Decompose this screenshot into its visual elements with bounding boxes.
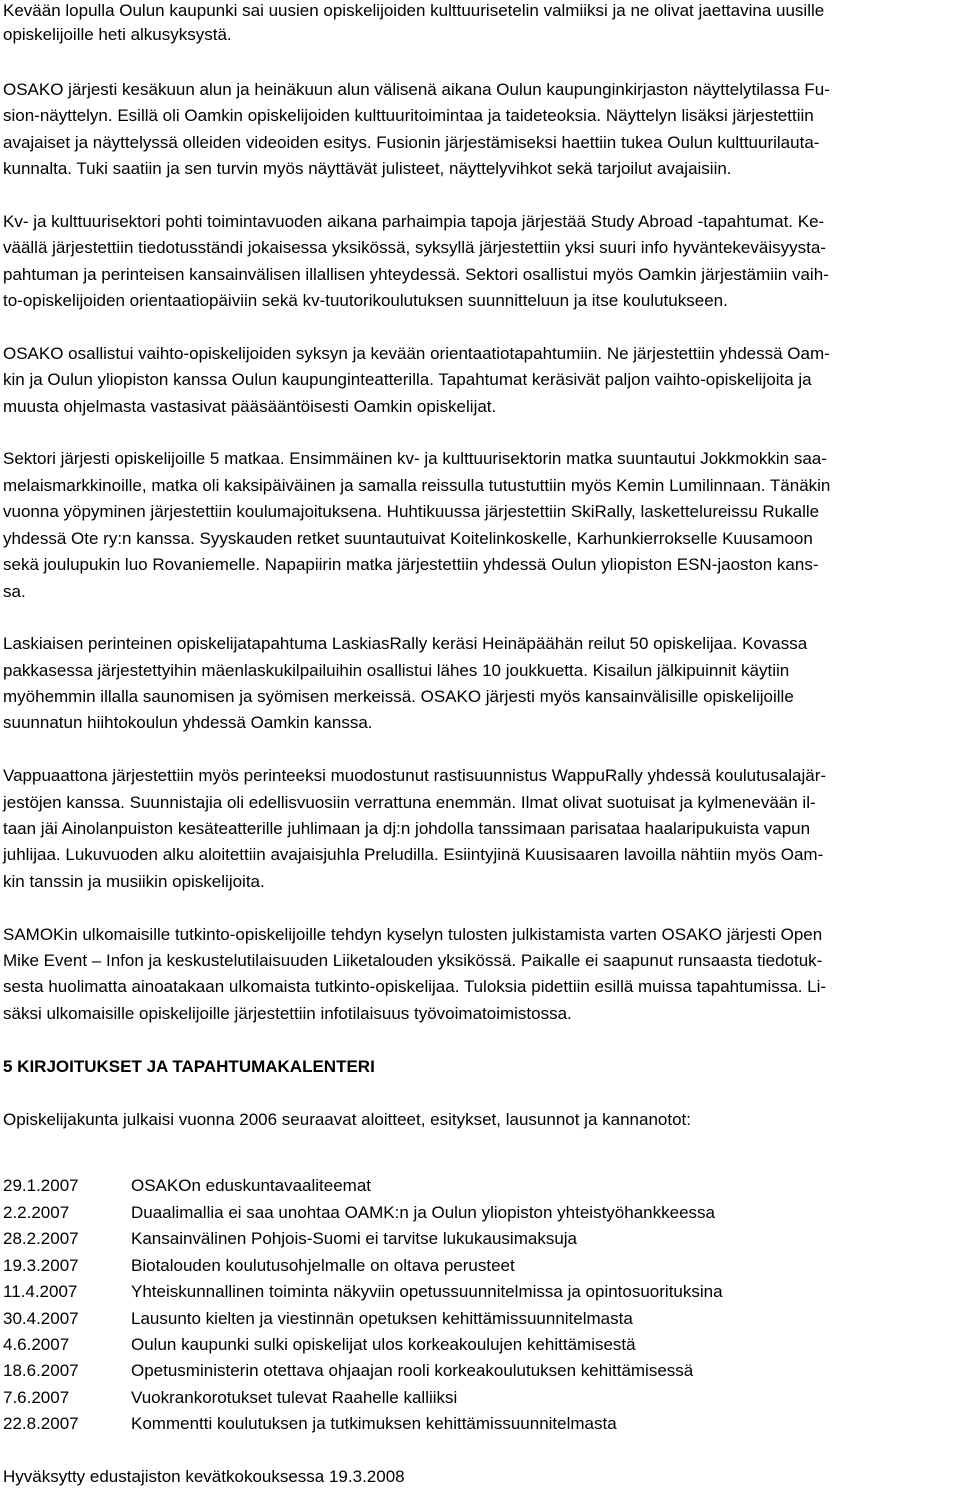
text-line: melaismarkkinoille, matka oli kaksipäiväinen ja samalla reissulla tutustuttiin myös Kemin Lumilinnaan. Tänäkin [3,476,831,495]
text-line: jestöjen kanssa. Suunnistajia oli edellisvuosiin verrattuna enemmän. Ilmat olivat suotuisat ja kylmenevään il- [3,793,816,812]
text-line: Sektori järjesti opiskelijoille 5 matkaa. Ensimmäinen kv- ja kulttuurisektorin matka suuntautui Jokkmokkin saa- [3,449,827,468]
section-heading: 5 KIRJOITUKSET JA TAPAHTUMAKALENTERI [3,1057,375,1076]
item-date: 30.4.2007 [3,1309,79,1328]
text-line: OSAKO osallistui vaihto-opiskelijoiden syksyn ja kevään orientaatiotapahtumiin. Ne järjestettiin yhdessä Oam- [3,344,830,363]
text-line: Mike Event – Infon ja keskustelutilaisuuden Liiketalouden yksikössä. Paikalle ei saapunut runsaasta tiedotuk- [3,951,823,970]
text-line: Laskiaisen perinteinen opiskelijatapahtuma LaskiasRally keräsi Heinäpäähän reilut 50 opiskelijaa. Kovassa [3,634,808,653]
item-title: Oulun kaupunki sulki opiskelijat ulos korkeakoulujen kehittämisestä [131,1335,636,1354]
item-title: Kansainvälinen Pohjois-Suomi ei tarvitse lukukausimaksuja [131,1229,578,1248]
item-date: 4.6.2007 [3,1335,70,1354]
text-line: yhdessä Ote ry:n kanssa. Syyskauden retket suuntautuivat Koitelinkoskelle, Karhunkierrokselle Kuusamoon [3,529,813,548]
text-line: OSAKO järjesti kesäkuun alun ja heinäkuun alun välisenä aikana Oulun kaupunginkirjaston näyttelytilassa Fu- [3,80,830,99]
item-date: 7.6.2007 [3,1388,70,1407]
item-title: Kommentti koulutuksen ja tutkimuksen kehittämissuunnitelmasta [131,1414,617,1433]
item-title: Lausunto kielten ja viestinnän opetuksen kehittämissuunnitelmasta [131,1309,633,1328]
approval-note: Hyväksytty edustajiston kevätkokouksessa 19.3.2008 [3,1467,405,1486]
text-line: sekä joulupukin luo Rovaniemelle. Napapiirin matka järjestettiin yhdessä Oulun yliopiston ESN-jaoston kans- [3,555,819,574]
text-line: muusta ohjelmasta vastasivat pääsääntöisesti Oamkin opiskelijat. [3,397,497,416]
text-line: Vappuaattona järjestettiin myös perinteeksi muodostunut rastisuunnistus WappuRally yhdessä koulutusalajär- [3,766,827,785]
item-title: OSAKOn eduskuntavaaliteemat [131,1176,372,1195]
item-title: Biotalouden koulutusohjelmalle on oltava perusteet [131,1256,515,1275]
text-line: myöhemmin illalla saunomisen ja syömisen merkeissä. OSAKO järjesti myös kansainvälisille opiskelijoille [3,687,794,706]
text-line: avajaiset ja näyttelyssä olleiden videoiden esitys. Fusionin järjestämiseksi haettiin tukea Oulun kulttuurilauta- [3,133,820,152]
text-line: sa. [3,582,26,601]
item-title: Opetusministerin otettava ohjaajan rooli korkeakoulutuksen kehittämisessä [131,1361,694,1380]
text-line: kunnalta. Tuki saatiin ja sen turvin myös näyttävät julisteet, näyttelyvihkot sekä tarjoilut avajaisiin. [3,159,732,178]
item-date: 18.6.2007 [3,1361,79,1380]
item-title: Vuokrankorotukset tulevat Raahelle kalliiksi [131,1388,458,1407]
text-line: opiskelijoille heti alkusyksystä. [3,25,232,44]
item-date: 22.8.2007 [3,1414,79,1433]
item-date: 19.3.2007 [3,1256,79,1275]
text-line: kin tanssin ja musiikin opiskelijoita. [3,872,265,891]
text-line: taan jäi Ainolanpuiston kesäteatterille juhlimaan ja dj:n johdolla tanssimaan parisataa haalaripukuista vapun [3,819,811,838]
item-date: 28.2.2007 [3,1229,79,1248]
text-line: sesta huolimatta ainoatakaan ulkomaista tutkinto-opiskelijaa. Tuloksia pidettiin esillä muissa tapahtumissa. Li- [3,977,827,996]
text-line: kin ja Oulun yliopiston kanssa Oulun kaupunginteatterilla. Tapahtumat keräsivät paljon vaihto-opiskelijoita ja [3,370,812,389]
text-line: Kv- ja kulttuurisektori pohti toimintavuoden aikana parhaimpia tapoja järjestää Study Abroad -tapahtumat. Ke- [3,212,825,231]
intro-text: Opiskelijakunta julkaisi vuonna 2006 seuraavat aloitteet, esitykset, lausunnot ja kannanotot: [3,1110,691,1129]
text-line: pahtuman ja perinteisen kansainvälisen illallisen yhteydessä. Sektori osallistui myös Oamkin järjestämiin vaih- [3,265,829,284]
item-title: Duaalimallia ei saa unohtaa OAMK:n ja Oulun yliopiston yhteistyöhankkeessa [131,1203,715,1222]
item-date: 2.2.2007 [3,1203,70,1222]
text-line: SAMOKin ulkomaisille tutkinto-opiskelijoille tehdyn kyselyn tulosten julkistamista varten OSAKO järjesti Open [3,925,823,944]
text-line: to-opiskelijoiden orientaatiopäiviin sekä kv-tuutorikoulutuksen suunnitteluun ja itse koulutukseen. [3,291,728,310]
item-date: 29.1.2007 [3,1176,79,1195]
item-title: Yhteiskunnallinen toiminta näkyviin opetussuunnitelmissa ja opintosuorituksina [131,1282,723,1301]
text-line: säksi ulkomaisille opiskelijoille järjestettiin infotilaisuus työvoimatoimistossa. [3,1004,572,1023]
text-line: suunnatun hiihtokoulun yhdessä Oamkin kanssa. [3,713,373,732]
text-line: sion-näyttelyn. Esillä oli Oamkin opiskelijoiden kulttuuritoimintaa ja taideteoksia. Näyttelyn lisäksi järjestettiin [3,106,814,125]
text-line: väällä järjestettiin tiedotusständi jokaisessa yksikössä, syksyllä järjestettiin yksi suuri info hyväntekeväisyysta- [3,238,826,257]
item-date: 11.4.2007 [3,1282,78,1301]
text-line: juhlijaa. Lukuvuoden alku aloitettiin avajaisjuhla Preludilla. Esiintyjinä Kuusisaaren lavoilla nähtiin myös Oam- [3,845,824,864]
text-line: vuonna yöpyminen järjestettiin koulumajoituksena. Huhtikuussa järjestettiin SkiRally, laskettelureissu Rukalle [3,502,820,521]
text-line: Kevään lopulla Oulun kaupunki sai uusien opiskelijoiden kulttuurisetelin valmiiksi ja ne olivat jaettavina uusille [3,1,825,20]
text-line: pakkasessa järjestettyihin mäenlaskukilpailuihin osallistui lähes 10 joukkuetta. Kisailun jälkipuinnit käytiin [3,661,790,680]
